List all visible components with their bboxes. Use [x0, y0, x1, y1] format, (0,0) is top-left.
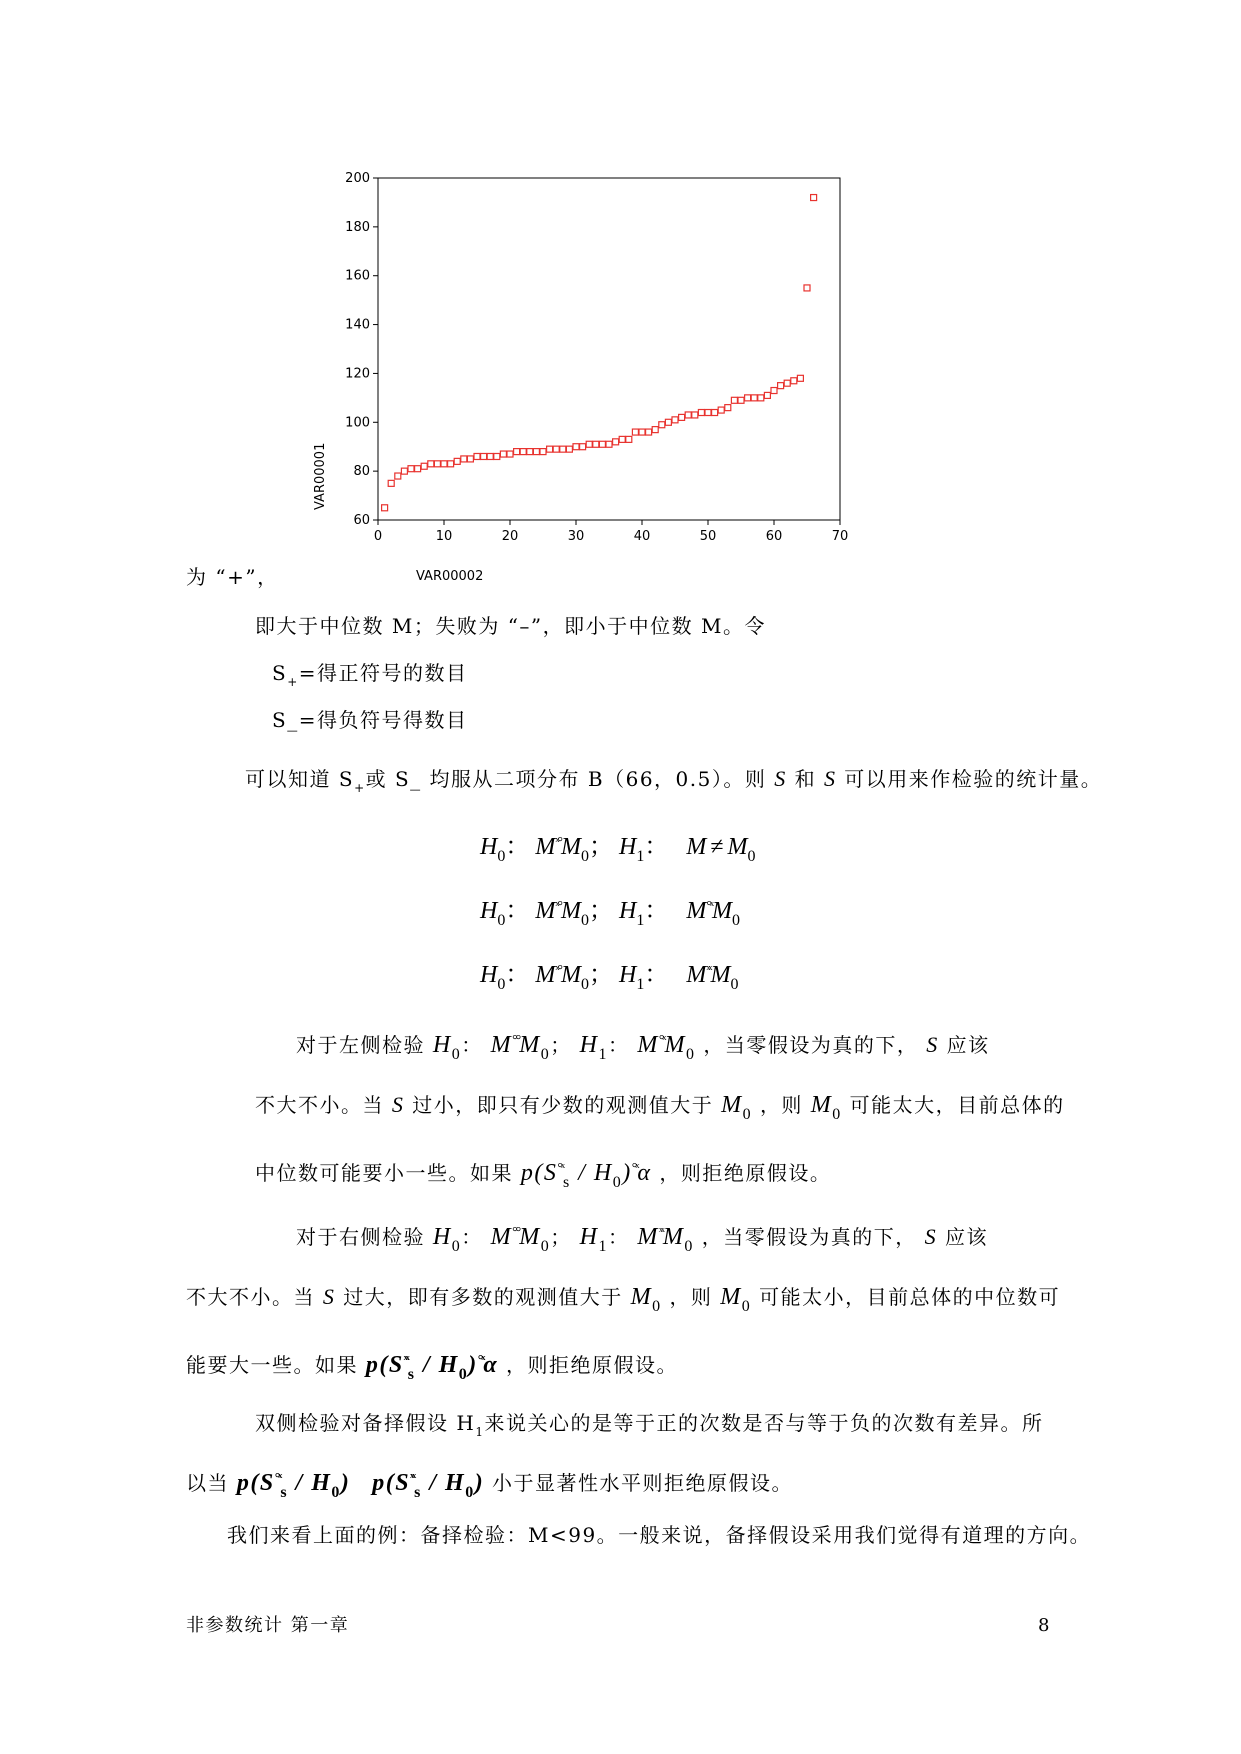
h1-symbol: $H_1$	[619, 834, 645, 865]
x-tick-label: 70	[831, 529, 849, 544]
data-point	[474, 453, 480, 459]
footer-chapter: 非参数统计 第一章	[186, 1615, 350, 1636]
data-point	[573, 444, 579, 450]
x-tick-label: 20	[501, 529, 519, 544]
y-tick-label: 100	[345, 415, 370, 431]
data-point	[778, 383, 784, 389]
data-point	[553, 446, 559, 452]
data-point	[514, 449, 520, 455]
y-tick-label: 140	[345, 317, 370, 333]
left-test-line: 对于左侧检验 $H_0$： $M^{^\circ^\circ}M_0$； $H_1$： $M^{^\circ ˣ}M_0$ ，当零假设为真的下， S 应该	[296, 1032, 990, 1063]
y-tick-label: 120	[345, 366, 370, 382]
two-sided-line-2: 以当 $p(S^{^\circ ˣ}_s / H_0)$ $p(S^{ˣˣ}_s / H_0)$ 小于显著性水平则拒绝原假设。	[186, 1470, 794, 1501]
y-tick-label: 180	[345, 219, 370, 235]
two-sided-line: 双侧检验对备择假设 $H_1$来说关心的是等于正的次数是否与等于负的次数有差异。所	[255, 1411, 1044, 1439]
x-axis-label: VAR00002	[416, 569, 484, 584]
data-point	[461, 456, 467, 462]
data-point	[606, 441, 612, 447]
data-point	[487, 453, 493, 459]
y-tick-label: 80	[353, 464, 370, 480]
x-tick-label: 60	[765, 529, 783, 544]
data-point	[764, 392, 770, 398]
y-axis-label: VAR00001	[313, 442, 328, 510]
data-point	[745, 395, 751, 401]
data-point	[533, 449, 539, 455]
data-point	[632, 429, 638, 435]
data-point	[804, 285, 810, 291]
data-point	[454, 458, 460, 464]
plot-frame	[378, 178, 840, 520]
data-point	[593, 441, 599, 447]
data-point	[467, 456, 473, 462]
data-point	[421, 463, 427, 469]
data-point	[698, 410, 704, 416]
data-point	[547, 446, 553, 452]
data-point	[566, 446, 572, 452]
x-tick-label: 30	[567, 529, 585, 544]
text-line-5: 可以知道 $S_+$或 S_ 均服从二项分布 B（66，0.5）。则 S 和 S 可以用来作检验的统计量。	[245, 766, 1103, 795]
data-point	[731, 397, 737, 403]
data-point	[382, 505, 388, 511]
data-point	[784, 380, 790, 386]
data-point	[619, 436, 625, 442]
page-number: 8	[1038, 1615, 1051, 1636]
data-point	[646, 429, 652, 435]
x-tick-label: 40	[633, 529, 651, 544]
data-point	[639, 429, 645, 435]
data-point	[811, 195, 817, 201]
data-point	[712, 410, 718, 416]
data-point	[613, 439, 619, 445]
h0-symbol: $H_0$	[480, 898, 506, 929]
data-point	[540, 449, 546, 455]
data-point	[692, 412, 698, 418]
data-point	[500, 451, 506, 457]
data-point	[705, 410, 711, 416]
h0-symbol: $H_0$	[480, 834, 506, 865]
text-line-4: S_=得负符号得数目	[272, 708, 468, 732]
data-point	[408, 466, 414, 472]
data-point	[580, 444, 586, 450]
h1-symbol: $H_1$	[619, 962, 645, 993]
text-line-3: $S_+=$得正符号的数目	[272, 661, 468, 689]
data-point	[448, 461, 454, 467]
data-point	[434, 461, 440, 467]
data-point	[560, 446, 566, 452]
data-point	[401, 468, 407, 474]
right-test-line: 对于右侧检验 $H_0$： $M^{^\circ^\circ}M_0$； $H_1$： $M^{ˣˣ}M_0$ ，当零假设为真的下， S 应该	[296, 1224, 988, 1255]
hypothesis-right: $H_0$： $M^{ˣ^\circ}M_0$； $H_1$： $M^{ˣˣ}M_0$	[480, 962, 739, 993]
data-point	[388, 480, 394, 486]
text-line-1: 为 “+”，	[186, 565, 279, 589]
x-tick-label: 50	[699, 529, 717, 544]
data-point	[599, 441, 605, 447]
hypothesis-left: $H_0$： $M^{ˣ^\circ}M_0$； $H_1$： $M^{^\circ ˣ}M_0$	[480, 898, 740, 929]
data-point	[672, 417, 678, 423]
hypothesis-two-sided: $H_0$： $M^{ˣ^\circ}M_0$； $H_1$： $M \ne M_0$	[480, 834, 756, 865]
data-point	[520, 449, 526, 455]
data-point	[665, 419, 671, 425]
data-point	[415, 466, 421, 472]
data-point	[659, 422, 665, 428]
data-point	[791, 378, 797, 384]
x-tick-label: 10	[435, 529, 453, 544]
data-point	[481, 453, 487, 459]
data-point	[527, 449, 533, 455]
data-point	[679, 414, 685, 420]
data-point	[586, 441, 592, 447]
data-point	[738, 397, 744, 403]
y-tick-label: 200	[345, 171, 370, 186]
text-line-2: 即大于中位数 M；失败为 “–”，即小于中位数 M。令	[255, 614, 766, 638]
left-test-line-3: 中位数可能要小一些。如果 $p(S^{^\circ ˣ}_s / H_0)^{^\circ ˣ}\alpha$ ，则拒绝原假设。	[255, 1160, 832, 1191]
data-point	[725, 405, 731, 411]
data-point	[652, 427, 658, 433]
y-tick-label: 60	[353, 513, 370, 528]
h0-symbol: $H_0$	[480, 962, 506, 993]
y-tick-label: 160	[345, 268, 370, 284]
data-point	[626, 436, 632, 442]
data-point	[395, 473, 401, 479]
right-test-line-2: 不大不小。当 S 过大，即有多数的观测值大于 $M_0$ ，则 $M_0$ 可能太小，目前总体的中位数可	[186, 1284, 1061, 1315]
data-point	[428, 461, 434, 467]
x-tick-label: 0	[373, 529, 383, 544]
h1-symbol: $H_1$	[619, 898, 645, 929]
data-point	[685, 412, 691, 418]
right-test-line-3: 能要大一些。如果 $p(S^{ˣˣ}_s / H_0)^{^\circ ˣ}\alpha$ ，则拒绝原假设。	[186, 1352, 679, 1383]
example-line: 我们来看上面的例：备择检验：M<99。一般来说，备择假设采用我们觉得有道理的方向。	[227, 1523, 1092, 1547]
data-point	[758, 395, 764, 401]
data-point	[441, 461, 447, 467]
data-point	[718, 407, 724, 413]
data-point	[797, 375, 803, 381]
data-point	[771, 388, 777, 394]
left-test-line-2: 不大不小。当 S 过小，即只有少数的观测值大于 $M_0$ ，则 $M_0$ 可能太大，目前总体的	[255, 1092, 1065, 1123]
data-point	[494, 453, 500, 459]
data-point	[507, 451, 513, 457]
data-point	[751, 395, 757, 401]
scatter-chart	[300, 168, 860, 584]
